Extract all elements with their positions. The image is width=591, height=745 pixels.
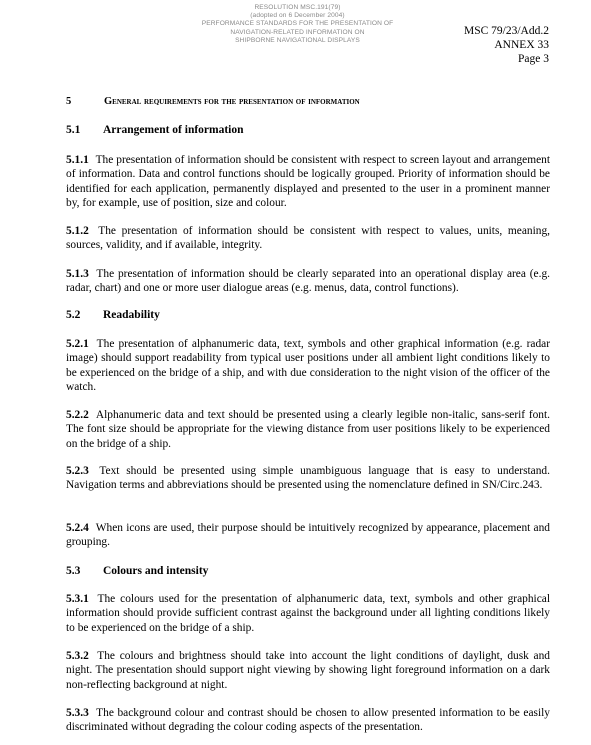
header-line: NAVIGATION-RELATED INFORMATION ON: [230, 28, 365, 36]
paragraph-number: 5.3.2: [66, 650, 89, 662]
paragraph: [66, 592, 550, 635]
paragraph-text: The background colour and contrast should be chosen to allow presented information to be easily discriminated without degrading the colour coding aspects of the presentation.: [66, 707, 550, 734]
subsection-title: Colours and intensity: [103, 565, 209, 577]
paragraph: [66, 706, 550, 735]
paragraph-number: 5.2.3: [66, 465, 89, 477]
paragraph-text: The presentation of information should be consistent with respect to values, units, meaning, sources, validity, and if available, integrity.: [66, 225, 550, 252]
document-reference: [464, 24, 549, 66]
paragraph: [66, 521, 550, 550]
annex-label: ANNEX 33: [494, 39, 549, 51]
subsection-number: 5.2: [66, 309, 81, 321]
paragraph-text: The colours and brightness should take into account the light conditions of daylight, dusk and night. The presentation should support night viewing by showing light foreground information on a dark non-reflecting background at night.: [66, 650, 550, 691]
paragraph: [66, 153, 550, 211]
paragraph-text: Text should be presented using simple unambiguous language that is easy to understand. Navigation terms and abbreviations should be presented using the nomenclature defined in SN/Circ.243.: [66, 465, 550, 492]
paragraph-text: The colours used for the presentation of alphanumeric data, text, symbols and other graphical information should provide sufficient contrast against the background under all lighting conditions likely to be experienced on the bridge of a ship.: [66, 593, 550, 634]
paragraph-number: 5.2.1: [66, 338, 89, 350]
page-number: Page 3: [518, 53, 549, 65]
header-line: PERFORMANCE STANDARDS FOR THE PRESENTATION OF: [201, 20, 394, 28]
subsection-title: Readability: [103, 309, 160, 321]
paragraph-text: The presentation of information should be consistent with respect to screen layout and arrangement of information. Data and control functions should be logically grouped. Priority of information should be identified for each application, permanently displayed and presented to the user in a prominent manner by, for example, use of position, size and colour.: [66, 154, 550, 210]
paragraph: [66, 408, 550, 451]
header-line: RESOLUTION MSC.191(79): [254, 4, 341, 11]
section-title: General requirements for the presentation of information: [104, 96, 360, 107]
paragraph: [66, 464, 550, 493]
paragraph-number: 5.3.1: [66, 593, 89, 605]
paragraph-number: 5.1.3: [66, 268, 89, 280]
header-line: SHIPBORNE NAVIGATIONAL DISPLAYS: [235, 36, 360, 44]
paragraph: [66, 649, 550, 692]
subsection-number: 5.3: [66, 565, 81, 577]
paragraph-number: 5.3.3: [66, 707, 89, 719]
header-line: (adopted on 6 December 2004): [250, 12, 345, 20]
paragraph-number: 5.1.1: [66, 154, 89, 166]
paragraph-number: 5.2.2: [66, 409, 89, 421]
paragraph: [66, 337, 550, 395]
doc-ref: MSC 79/23/Add.2: [464, 25, 549, 37]
paragraph-number: 5.1.2: [66, 225, 89, 237]
paragraph-text: Alphanumeric data and text should be presented using a clearly legible non-italic, sans-serif font. The font size should be appropriate for the viewing distance from user positions likely to be experienced on the bridge of a ship.: [66, 409, 551, 450]
paragraph-text: The presentation of information should be clearly separated into an operational display area (e.g. radar, chart) and one or more user dialogue areas (e.g. menus, data, control functions).: [66, 268, 550, 295]
section-number: 5: [66, 96, 72, 107]
paragraph: [66, 224, 550, 253]
paragraph-text: When icons are used, their purpose should be intuitively recognized by appearance, placement and grouping.: [66, 522, 550, 549]
subsection-title: Arrangement of information: [103, 124, 244, 136]
paragraph-number: 5.2.4: [66, 522, 89, 534]
resolution-header: [190, 4, 405, 45]
paragraph-text: The presentation of alphanumeric data, text, symbols and other graphical information (e.g. radar image) should support readability from typical user positions under all ambient light conditions likely to be experienced on the bridge of a ship, and with due consideration to the night vision of the officer of the watch.: [66, 338, 550, 394]
paragraph: [66, 267, 550, 296]
subsection-number: 5.1: [66, 124, 81, 136]
